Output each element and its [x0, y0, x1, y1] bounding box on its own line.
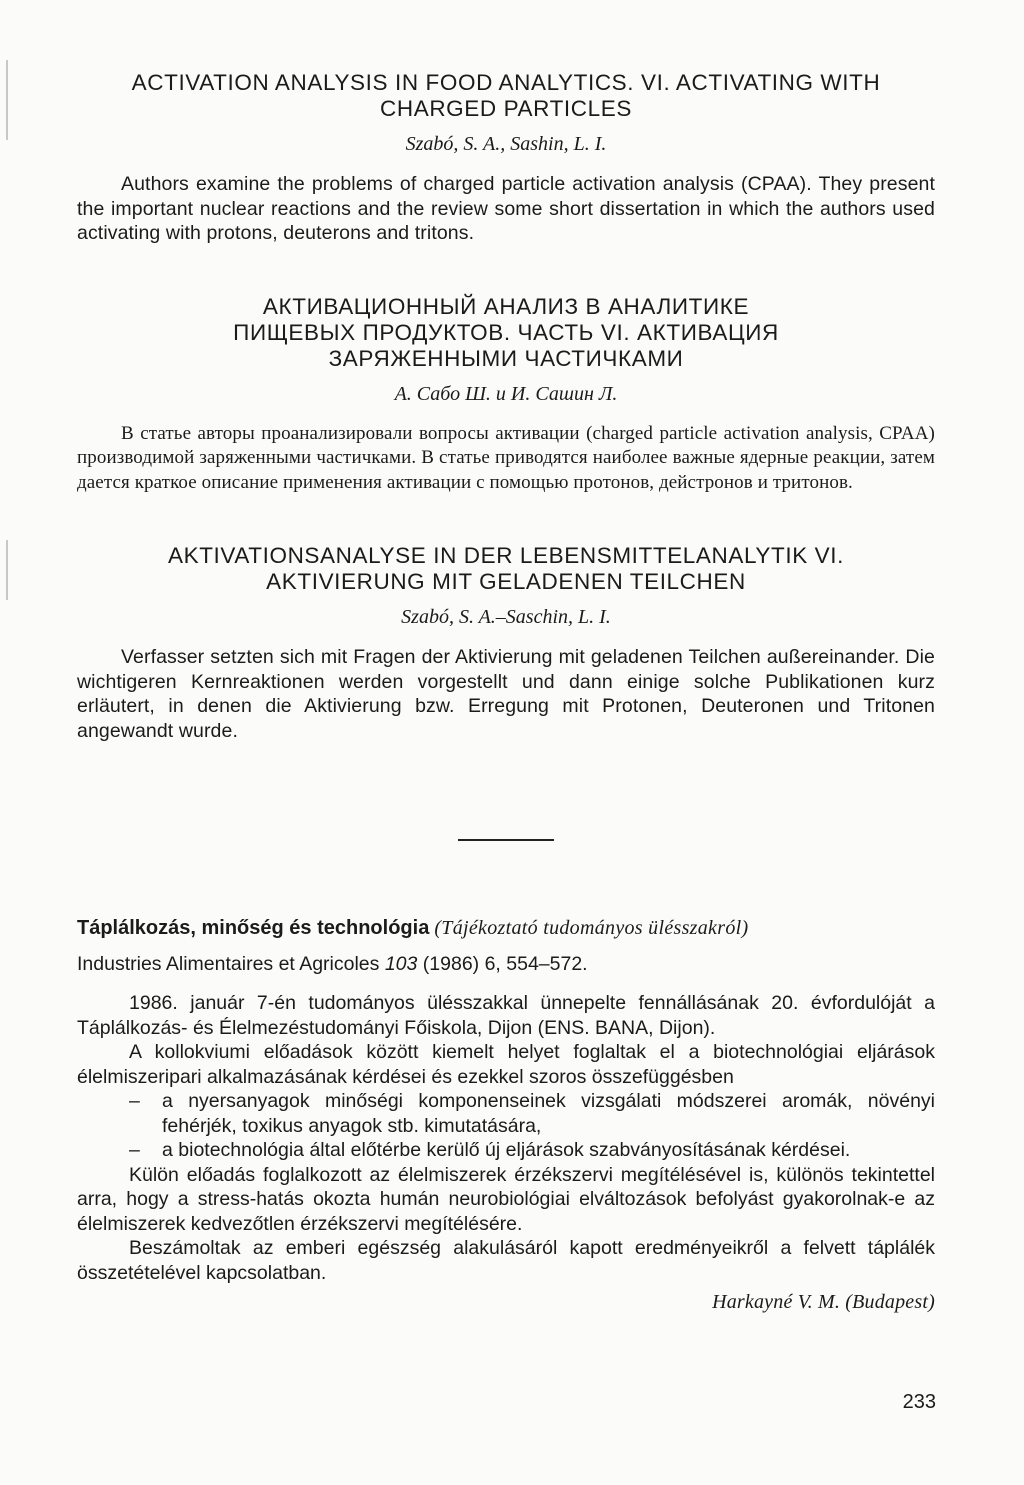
review-bullet-item — [77, 1089, 935, 1138]
article-title-english — [77, 70, 935, 122]
abstract-section-german — [77, 543, 935, 743]
bullet-text: a nyersanyagok minőségi komponenseinek vizsgálati módszerei aromák, növényi fehérjék, toxikus anyagok stb. kimutatására, — [162, 1090, 935, 1137]
review-title-main: Táplálkozás, minőség és technológia — [77, 917, 430, 939]
review-title-subtitle: (Tájékoztató tudományos ülésszakról) — [434, 917, 749, 939]
review-signature: Harkayné V. M. (Budapest) — [712, 1291, 935, 1313]
section-divider — [458, 839, 554, 841]
review-citation — [77, 951, 935, 977]
abstract-text-english: Authors examine the problems of charged particle activation analysis (CPAA). They present the important nuclear reactions and the review some short dissertation in which the authors used activating with protons, deuterons and tritons. — [77, 173, 935, 244]
review-paragraph: 1986. január 7-én tudományos ülésszakkal ünnepelte fennállásának 20. évfordulóját a Táplálkozás- és Élelmezéstudományi Főiskola, Dijon (ENS. BANA, Dijon). — [77, 992, 935, 1039]
title-line: ACTIVATION ANALYSIS IN FOOD ANALYTICS. VI. ACTIVATING WITH — [131, 70, 881, 95]
abstract-text-russian: В статье авторы проанализировали вопросы активации (charged particle activation analysis, CPAA) производимой заряженными частичками. В статье приводятся наиболее важные ядерные реакции, затем дается краткое описание применения активации с помощью протонов, дейстронов и тритонов. — [77, 422, 935, 493]
scan-edge-mark — [6, 540, 8, 600]
title-line: AKTIVIERUNG MIT GELADENEN TEILCHEN — [266, 569, 746, 594]
scan-edge-mark — [6, 60, 8, 140]
citation-details: (1986) 6, 554–572. — [422, 953, 588, 975]
review-paragraph: A kollokviumi előadások között kiemelt helyet foglaltak el a biotechnológiai eljárások élelmiszeripari alkalmazásának kérdései és ezekkel szoros összefüggésben — [77, 1041, 935, 1088]
abstract-text-german: Verfasser setzten sich mit Fragen der Aktivierung mit geladenen Teilchen außereinander. Die wichtigeren Kernreaktionen werden vorgestellt und dann einige solche Publikationen kurz erläutert, in denen die Aktivierung bzw. Erregung mit Protonen, Deuteronen und Tritonen angewandt wurde. — [77, 646, 935, 742]
title-line: ПИЩЕВЫХ ПРОДУКТОВ. ЧАСТЬ VI. АКТИВАЦИЯ — [233, 319, 779, 345]
bullet-dash: – — [129, 1139, 140, 1161]
title-line: CHARGED PARTICLES — [380, 96, 632, 121]
bullet-dash: – — [129, 1090, 140, 1112]
title-line: АКТИВАЦИОННЫЙ АНАЛИЗ В АНАЛИТИКЕ — [262, 293, 750, 319]
article-title-german — [77, 543, 935, 595]
article-title-russian — [77, 294, 935, 372]
review-paragraph: Beszámoltak az emberi egészség alakulásáról kapott eredményeikről a felvett táplálék összetételével kapcsolatban. — [77, 1237, 935, 1284]
review-title — [77, 915, 935, 941]
page-number: 233 — [902, 1391, 936, 1413]
abstract-section-english — [77, 70, 935, 246]
review-section — [77, 915, 935, 1315]
title-line: AKTIVATIONSANALYSE IN DER LEBENSMITTELANALYTIK VI. — [168, 543, 844, 568]
page-content — [77, 70, 935, 1315]
citation-journal: Industries Alimentaires et Agricoles — [77, 953, 380, 975]
abstract-section-russian — [77, 294, 935, 496]
authors-russian: А. Сабо Ш. и И. Сашин Л. — [394, 382, 618, 405]
citation-volume: 103 — [384, 953, 418, 975]
title-line: ЗАРЯЖЕННЫМИ ЧАСТИЧКАМИ — [328, 345, 684, 371]
review-paragraph: Külön előadás foglalkozott az élelmiszerek érzékszervi megítélésével is, különös tekintettel arra, hogy a stress-hatás okozta humán neurobiológiai elváltozások befolyást gyakorolnak-e az élelmiszerek kedvezőtlen érzékszervi megítélésére. — [77, 1163, 935, 1235]
authors-german: Szabó, S. A.–Saschin, L. I. — [401, 606, 611, 628]
review-bullet-item — [77, 1138, 935, 1163]
bullet-text: a biotechnológia által előtérbe kerülő új eljárások szabványosításának kérdései. — [162, 1139, 851, 1161]
authors-english: Szabó, S. A., Sashin, L. I. — [405, 133, 607, 155]
